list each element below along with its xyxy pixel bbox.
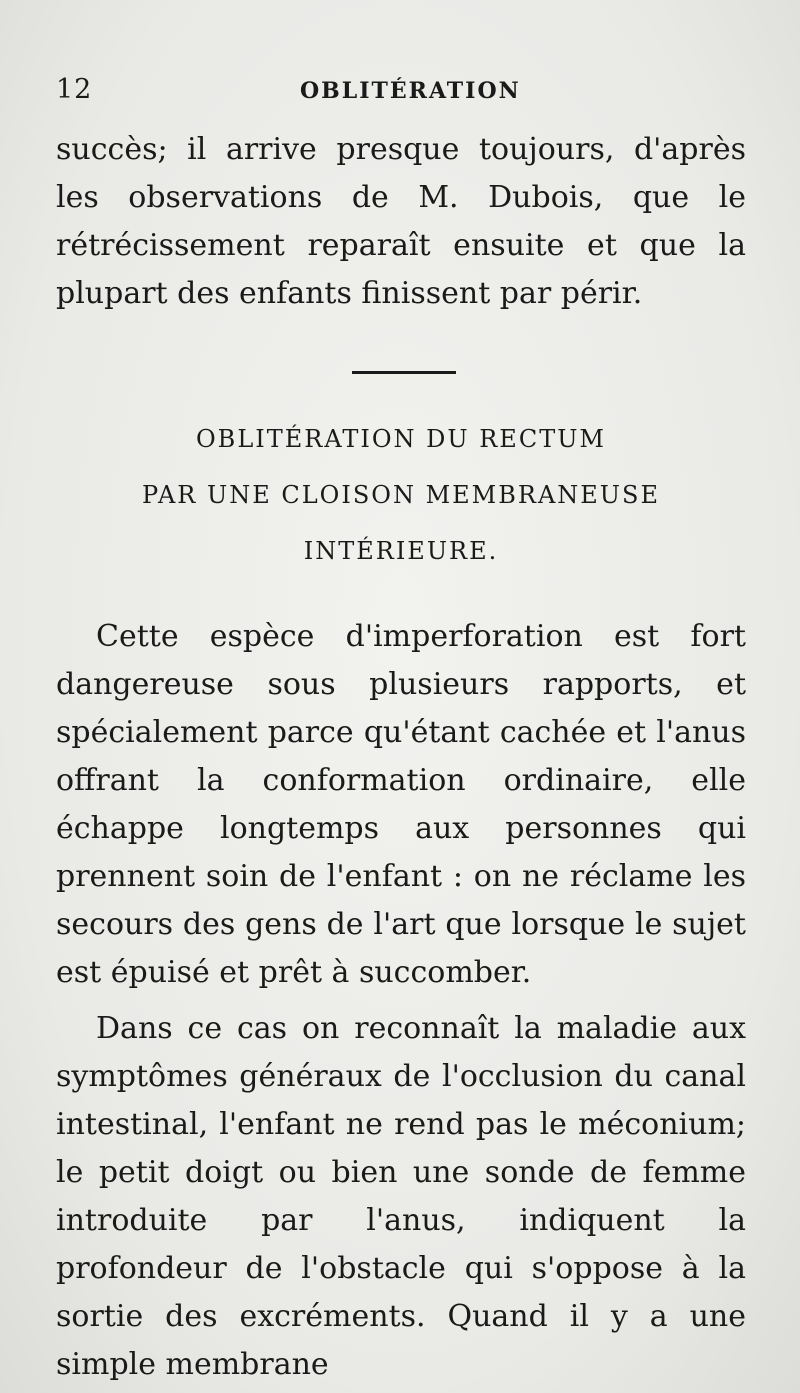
section-heading-line-3: INTÉRIEURE. bbox=[303, 537, 499, 565]
section-heading-line-2: PAR UNE CLOISON MEMBRANEUSE bbox=[142, 481, 660, 509]
paragraph-body-2: Dans ce cas on reconnaît la maladie aux symptômes généraux de l'occlusion du canal intestinal, l'enfant ne rend pas le méconium; le petit doigt ou bien une sonde de femme introduite par l'anus, indiquent la profondeur de l'obstacle qui s'oppose à la sortie des excréments. Quand il y a une simple membrane bbox=[56, 1011, 746, 1382]
paragraph-body-1: Cette espèce d'imperforation est fort dangereuse sous plusieurs rapports, et spécialement parce qu'étant cachée et l'anus offrant la conformation ordinaire, elle échappe longtemps aux personnes qui prennent soin de l'enfant : on ne réclame les secours des gens de l'art que lorsque le sujet est épuisé et prêt à succomber. bbox=[56, 619, 746, 990]
section-heading-line-1: OBLITÉRATION DU RECTUM bbox=[196, 425, 606, 453]
section-divider-rule bbox=[352, 371, 456, 374]
running-head: OBLITÉRATION bbox=[300, 78, 521, 104]
page-number: 12 bbox=[56, 74, 93, 105]
paragraph-continuation: succès; il arrive presque toujours, d'après les observations de M. Dubois, que le rétrécissement reparaît ensuite et que la plupart des enfants finissent par périr. bbox=[56, 132, 746, 311]
page-header bbox=[56, 74, 746, 114]
